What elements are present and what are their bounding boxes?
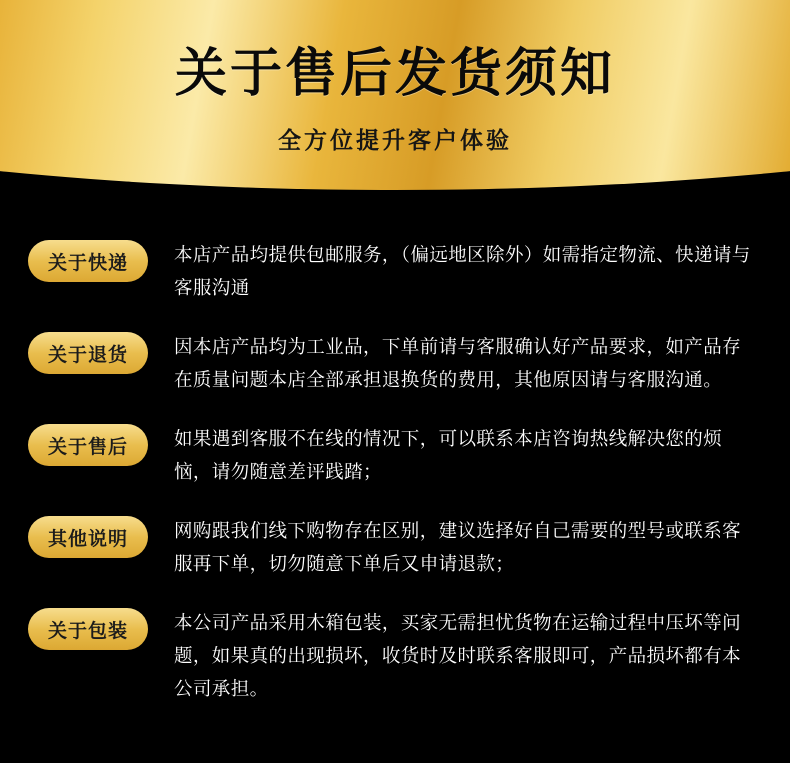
page-subtitle: 全方位提升客户体验 — [278, 127, 512, 153]
section-tag-returns: 关于退货 — [28, 332, 148, 374]
banner-content — [0, 0, 790, 190]
page-title: 关于售后发货须知 — [174, 45, 615, 103]
section-text-packaging: 本公司产品采用木箱包装，买家无需担忧货物在运输过程中压坏等问题，如果真的出现损坏，收货时及时联系客服即可，产品损坏都有本公司承担。 — [174, 612, 742, 699]
list-item — [0, 330, 790, 396]
list-item — [0, 514, 790, 580]
section-tag-aftersales: 关于售后 — [28, 424, 148, 466]
notice-list — [0, 190, 790, 705]
header-banner — [0, 0, 790, 190]
list-item — [0, 606, 790, 705]
section-tag-express: 关于快递 — [28, 240, 148, 282]
section-text-express: 本店产品均提供包邮服务，（偏远地区除外）如需指定物流、快递请与客服沟通 — [174, 244, 751, 298]
section-tag-packaging: 关于包装 — [28, 608, 148, 650]
section-tag-other: 其他说明 — [28, 516, 148, 558]
list-item — [0, 422, 790, 488]
section-text-returns: 因本店产品均为工业品，下单前请与客服确认好产品要求，如产品存在质量问题本店全部承担退换货的费用，其他原因请与客服沟通。 — [174, 336, 742, 390]
section-text-other: 网购跟我们线下购物存在区别，建议选择好自己需要的型号或联系客服再下单，切勿随意下单后又申请退款； — [174, 520, 742, 574]
section-text-aftersales: 如果遇到客服不在线的情况下，可以联系本店咨询热线解决您的烦恼，请勿随意差评践踏； — [174, 428, 723, 482]
list-item — [0, 238, 790, 304]
